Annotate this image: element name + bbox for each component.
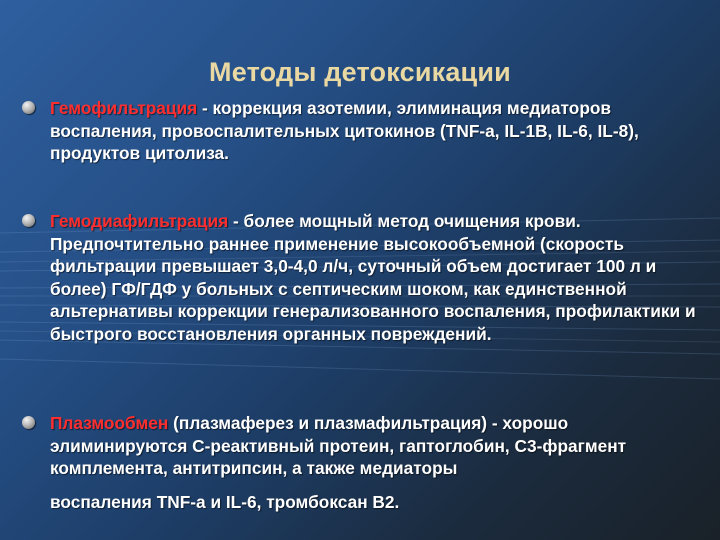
bullet-sphere-icon	[22, 214, 35, 227]
bullet-description: (плазмаферез и плазмафильтрация) - хорошо элиминируются С-реактивный протеин, гаптоглобин, С3-фрагмент комплемента, антитрипсин, а также медиаторы	[50, 413, 627, 478]
bullet-sphere-icon	[22, 416, 35, 429]
slide-title: Методы детоксикации	[209, 57, 511, 87]
bullet-description-continued: воспаления TNF-a и IL-6, тромбоксан B2.	[50, 491, 400, 512]
bullet-text	[50, 210, 697, 345]
bullet-description: - более мощный метод очищения крови. Предпочтительно раннее применение высокообъемной (скорость фильтрации превышает 3,0-4,0 л/ч, суточный объем достигает 100 л и более) ГФ/ГДФ у больных с септическим шоком, как единственной альтернативы коррекции генерализованного воспаления, профилактики и быстрого восстановления органных повреждений.	[50, 211, 696, 344]
bullet-text	[50, 412, 697, 513]
term-label: Гемодиафильтрация	[50, 211, 229, 231]
bullet-text	[50, 97, 697, 165]
bullet-hemofiltration	[22, 97, 697, 165]
bullet-plasma-exchange	[22, 412, 697, 513]
bullet-sphere-icon	[22, 101, 35, 114]
bullet-description: - коррекция азотемии, элиминация медиаторов воспаления, провоспалительных цитокинов (TNF-a, IL-1B, IL-6, IL-8), продуктов цитолиза.	[50, 98, 639, 163]
bullet-hemodiafiltration	[22, 210, 697, 345]
term-label: Гемофильтрация	[50, 98, 198, 118]
term-label: Плазмообмен	[50, 413, 169, 433]
